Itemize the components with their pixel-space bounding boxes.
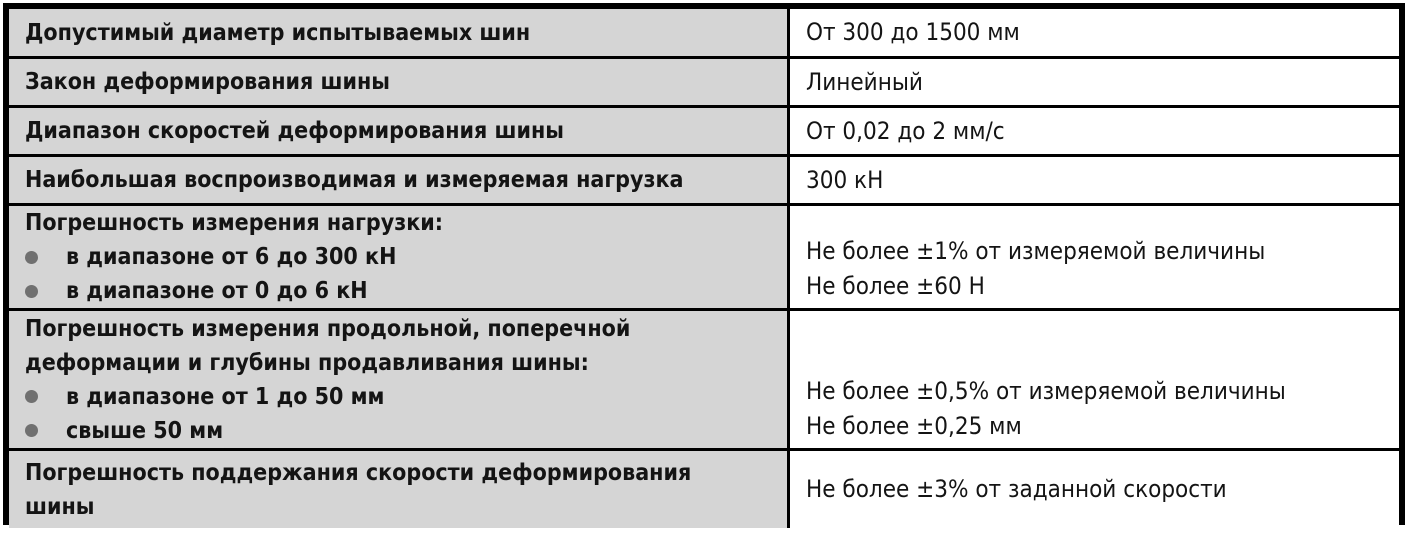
bullet-item (25, 414, 771, 448)
bullet-item (25, 240, 771, 274)
bullet-icon (25, 424, 38, 437)
parameter-cell (9, 206, 790, 308)
bullet-item (25, 380, 771, 414)
parameter-label: Погрешность поддержания скорости деформирования (25, 459, 692, 486)
parameter-label: деформации и глубины продавливания шины: (25, 349, 589, 376)
bullet-text: в диапазоне от 1 до 50 мм (66, 383, 385, 410)
table-row (9, 108, 1399, 154)
value-cell (790, 9, 1399, 56)
table-row (9, 157, 1399, 203)
value-text: Линейный (806, 67, 923, 96)
bullet-text: в диапазоне от 6 до 300 кН (66, 244, 397, 270)
parameter-cell (9, 311, 790, 448)
value-text: От 300 до 1500 мм (806, 18, 1020, 46)
value-cell (790, 157, 1399, 203)
parameter-cell (9, 451, 790, 528)
specs-table (9, 6, 1399, 531)
value-cell (790, 206, 1399, 308)
parameter-cell (9, 108, 790, 154)
value-text: Не более ±3% от заданной скорости (806, 475, 1227, 503)
value-cell (790, 59, 1399, 105)
value-text: Не более ±0,25 мм (806, 412, 1022, 440)
bullet-text: свыше 50 мм (66, 417, 224, 444)
table-row (9, 59, 1399, 105)
value-text: Не более ±0,5% от измеряемой величины (806, 377, 1286, 405)
parameter-label: Диапазон скоростей деформирования шины (25, 118, 565, 144)
table-row (9, 206, 1399, 308)
value-text: 300 кН (806, 165, 884, 194)
value-text: Не более ±60 Н (806, 272, 985, 300)
table-row (9, 451, 1399, 528)
bullet-icon (25, 390, 38, 403)
parameter-label: Наибольшая воспроизводимая и измеряемая нагрузка (25, 167, 684, 193)
value-cell (790, 108, 1399, 154)
parameter-label: Допустимый диаметр испытываемых шин (25, 19, 531, 46)
specs-table-frame (3, 3, 1405, 525)
table-row (9, 9, 1399, 56)
value-text: Не более ±1% от измеряемой величины (806, 237, 1266, 265)
value-text: От 0,02 до 2 мм/с (806, 116, 1005, 145)
bullet-icon (25, 285, 38, 298)
value-cell (790, 311, 1399, 448)
parameter-label: Погрешность измерения нагрузки: (25, 210, 444, 236)
bullet-item (25, 274, 771, 308)
table-row (9, 311, 1399, 448)
parameter-cell (9, 59, 790, 105)
parameter-label: шины (25, 493, 95, 520)
value-cell (790, 451, 1399, 528)
parameter-cell (9, 9, 790, 56)
bullet-text: в диапазоне от 0 до 6 кН (66, 278, 368, 304)
bullet-icon (25, 251, 38, 264)
parameter-cell (9, 157, 790, 203)
parameter-label: Погрешность измерения продольной, поперечной (25, 315, 631, 342)
parameter-label: Закон деформирования шины (25, 69, 390, 95)
